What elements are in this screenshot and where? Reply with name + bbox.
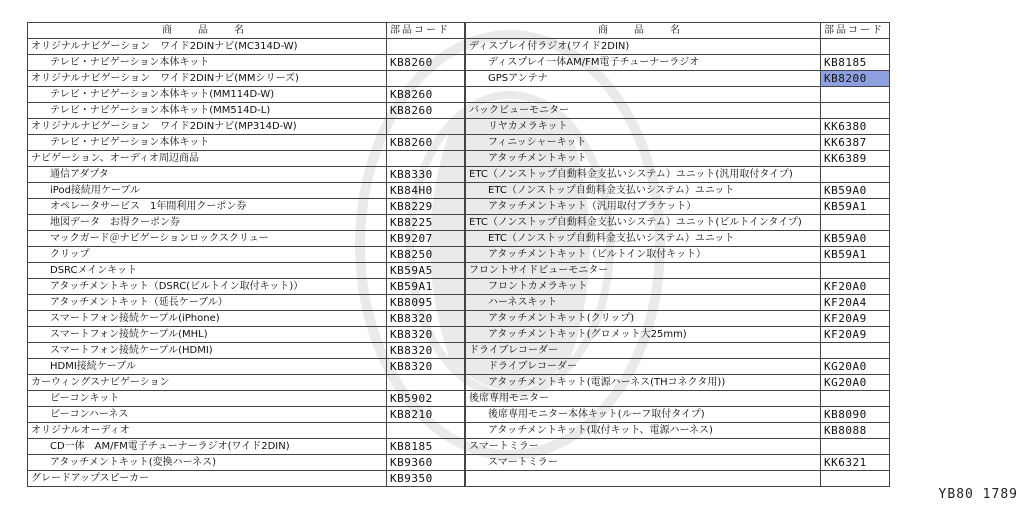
part-code-cell: KB59A0 bbox=[821, 231, 890, 247]
category-cell: ドライブレコーダー bbox=[466, 343, 821, 359]
table-row bbox=[28, 135, 465, 151]
part-name-cell: ディスプレイ一体AM/FM電子チューナーラジオ bbox=[466, 55, 821, 71]
part-name-cell: テレビ・ナビゲーション本体キット(MM114D-W) bbox=[28, 87, 387, 103]
category-cell: オリジナルナビゲーション ワイド2DINナビ(MC314D-W) bbox=[28, 39, 387, 55]
table-row bbox=[466, 215, 890, 231]
right-header-row bbox=[466, 23, 890, 39]
table-row bbox=[466, 439, 890, 455]
part-code-cell: KB59A1 bbox=[387, 279, 465, 295]
part-code-cell bbox=[821, 167, 890, 183]
part-name-cell: ETC（ノンストップ自動料金支払いシステム）ユニット bbox=[466, 231, 821, 247]
part-code-cell bbox=[821, 87, 890, 103]
table-row bbox=[466, 247, 890, 263]
part-name-cell: テレビ・ナビゲーション本体キット bbox=[28, 55, 387, 71]
part-code-cell: KK6321 bbox=[821, 455, 890, 471]
table-row bbox=[28, 359, 465, 375]
left-table-body bbox=[28, 39, 465, 487]
table-row bbox=[28, 343, 465, 359]
table-row bbox=[466, 279, 890, 295]
part-code-cell: KB9360 bbox=[387, 455, 465, 471]
part-code-cell: KB8260 bbox=[387, 135, 465, 151]
table-row bbox=[28, 263, 465, 279]
table-row bbox=[28, 423, 465, 439]
part-code-cell: KB8225 bbox=[387, 215, 465, 231]
part-name-cell: ドライブレコーダー bbox=[466, 359, 821, 375]
table-row bbox=[28, 231, 465, 247]
table-row bbox=[28, 311, 465, 327]
part-code-cell: KB84H0 bbox=[387, 183, 465, 199]
table-row bbox=[466, 471, 890, 487]
part-name-cell: スマートフォン接続ケーブル(HDMI) bbox=[28, 343, 387, 359]
table-row bbox=[28, 279, 465, 295]
category-cell: ETC（ノンストップ自動料金支払いシステム）ユニット(汎用取付タイプ) bbox=[466, 167, 821, 183]
part-code-cell: KB9350 bbox=[387, 471, 465, 487]
part-name-cell: ビーコンキット bbox=[28, 391, 387, 407]
part-code-cell: KF20A9 bbox=[821, 311, 890, 327]
part-name-cell: スマートフォン接続ケーブル(MHL) bbox=[28, 327, 387, 343]
category-cell: 後席専用モニター bbox=[466, 391, 821, 407]
table-row bbox=[466, 407, 890, 423]
part-name-cell: アタッチメントキット(変換ハーネス) bbox=[28, 455, 387, 471]
table-row bbox=[466, 87, 890, 103]
category-cell: オリジナルナビゲーション ワイド2DINナビ(MMシリーズ) bbox=[28, 71, 387, 87]
table-row bbox=[466, 71, 890, 87]
part-name-cell bbox=[466, 87, 821, 103]
table-row bbox=[28, 439, 465, 455]
part-code-cell: KF20A4 bbox=[821, 295, 890, 311]
part-code-cell bbox=[821, 263, 890, 279]
part-code-cell: KB9207 bbox=[387, 231, 465, 247]
table-row bbox=[466, 39, 890, 55]
part-code-cell: KG20A0 bbox=[821, 375, 890, 391]
part-code-cell: KB8260 bbox=[387, 103, 465, 119]
part-code-cell bbox=[821, 471, 890, 487]
document-reference-number: YB80 1789 bbox=[938, 487, 1018, 502]
part-name-cell: フロントカメラキット bbox=[466, 279, 821, 295]
right-table-body bbox=[466, 39, 890, 487]
part-code-cell: KB8088 bbox=[821, 423, 890, 439]
part-code-cell bbox=[821, 215, 890, 231]
part-name-cell: CD一体 AM/FM電子チューナーラジオ(ワイド2DIN) bbox=[28, 439, 387, 455]
table-row bbox=[466, 391, 890, 407]
table-row bbox=[28, 199, 465, 215]
part-code-cell bbox=[387, 151, 465, 167]
part-code-cell bbox=[821, 39, 890, 55]
part-code-cell: KB59A1 bbox=[821, 247, 890, 263]
part-name-cell: テレビ・ナビゲーション本体キット bbox=[28, 135, 387, 151]
part-name-cell: 後席専用モニター本体キット(ルーフ取付タイプ) bbox=[466, 407, 821, 423]
table-row bbox=[28, 247, 465, 263]
part-code-cell bbox=[387, 119, 465, 135]
left-header-row bbox=[28, 23, 465, 39]
part-code-cell bbox=[387, 375, 465, 391]
part-name-cell: クリップ bbox=[28, 247, 387, 263]
part-code-cell bbox=[821, 439, 890, 455]
part-name-cell bbox=[466, 471, 821, 487]
table-row bbox=[466, 167, 890, 183]
table-row bbox=[28, 295, 465, 311]
part-name-cell: アタッチメントキット(取付キット、電源ハーネス) bbox=[466, 423, 821, 439]
category-cell: ディスプレイ付ラジオ(ワイド2DIN) bbox=[466, 39, 821, 55]
table-row bbox=[28, 327, 465, 343]
table-row bbox=[28, 71, 465, 87]
part-code-cell: KB8260 bbox=[387, 55, 465, 71]
table-row bbox=[28, 471, 465, 487]
category-cell: カーウィングスナビゲーション bbox=[28, 375, 387, 391]
part-name-cell: 地図データ お得クーポン券 bbox=[28, 215, 387, 231]
part-name-cell: テレビ・ナビゲーション本体キット(MM514D-L) bbox=[28, 103, 387, 119]
table-row bbox=[28, 167, 465, 183]
part-code-cell: KB8260 bbox=[387, 87, 465, 103]
right-header-code: 部品コード bbox=[821, 23, 890, 39]
part-code-cell bbox=[821, 343, 890, 359]
part-name-cell: アタッチメントキット(クリップ) bbox=[466, 311, 821, 327]
part-name-cell: リヤカメラキット bbox=[466, 119, 821, 135]
part-code-cell: KK6389 bbox=[821, 151, 890, 167]
table-row bbox=[466, 199, 890, 215]
category-cell: ETC（ノンストップ自動料金支払いシステム）ユニット(ビルトインタイプ) bbox=[466, 215, 821, 231]
part-name-cell: アタッチメントキット（延長ケーブル） bbox=[28, 295, 387, 311]
category-cell: バックビューモニター bbox=[466, 103, 821, 119]
left-parts-table bbox=[27, 22, 465, 487]
part-code-cell: KB8320 bbox=[387, 311, 465, 327]
part-name-cell: アタッチメントキット（ビルトイン取付キット） bbox=[466, 247, 821, 263]
part-code-cell: KK6380 bbox=[821, 119, 890, 135]
part-name-cell: アタッチメントキット（汎用取付ブラケット） bbox=[466, 199, 821, 215]
table-row bbox=[28, 39, 465, 55]
table-row bbox=[28, 151, 465, 167]
part-code-cell: KB8185 bbox=[821, 55, 890, 71]
table-row bbox=[466, 327, 890, 343]
category-cell: グレードアップスピーカー bbox=[28, 471, 387, 487]
part-code-cell: KB8095 bbox=[387, 295, 465, 311]
part-name-cell: ハーネスキット bbox=[466, 295, 821, 311]
table-row bbox=[28, 183, 465, 199]
category-cell: オリジナルオーディオ bbox=[28, 423, 387, 439]
table-row bbox=[28, 103, 465, 119]
part-code-cell: KF20A0 bbox=[821, 279, 890, 295]
part-code-cell: KB8090 bbox=[821, 407, 890, 423]
table-row bbox=[28, 455, 465, 471]
table-row bbox=[466, 295, 890, 311]
part-name-cell: アタッチメントキット bbox=[466, 151, 821, 167]
table-row bbox=[466, 103, 890, 119]
part-code-cell: KB59A1 bbox=[821, 199, 890, 215]
part-code-cell: KB8330 bbox=[387, 167, 465, 183]
left-header-code: 部品コード bbox=[387, 23, 465, 39]
table-row bbox=[466, 423, 890, 439]
table-row bbox=[466, 135, 890, 151]
part-code-cell: KB8250 bbox=[387, 247, 465, 263]
part-code-cell: KB8320 bbox=[387, 343, 465, 359]
part-name-cell: GPSアンテナ bbox=[466, 71, 821, 87]
part-code-cell: KB8229 bbox=[387, 199, 465, 215]
table-row bbox=[466, 151, 890, 167]
category-cell: ナビゲーション、オーディオ周辺商品 bbox=[28, 151, 387, 167]
table-row bbox=[466, 119, 890, 135]
part-code-cell bbox=[821, 391, 890, 407]
table-row bbox=[28, 407, 465, 423]
table-row bbox=[28, 119, 465, 135]
part-name-cell: iPod接続用ケーブル bbox=[28, 183, 387, 199]
part-name-cell: アタッチメントキット(電源ハーネス(THコネクタ用)) bbox=[466, 375, 821, 391]
category-cell: オリジナルナビゲーション ワイド2DINナビ(MP314D-W) bbox=[28, 119, 387, 135]
table-row bbox=[28, 391, 465, 407]
part-code-cell: KB59A5 bbox=[387, 263, 465, 279]
part-code-cell: KB8210 bbox=[387, 407, 465, 423]
table-row bbox=[466, 343, 890, 359]
table-row bbox=[28, 55, 465, 71]
part-code-cell: KB8320 bbox=[387, 359, 465, 375]
part-code-cell bbox=[387, 71, 465, 87]
part-code-cell bbox=[387, 423, 465, 439]
part-name-cell: HDMI接続ケーブル bbox=[28, 359, 387, 375]
table-row bbox=[466, 375, 890, 391]
right-parts-table bbox=[465, 22, 890, 487]
part-name-cell: オペレータサービス 1年間利用クーポン券 bbox=[28, 199, 387, 215]
table-row bbox=[466, 311, 890, 327]
part-code-cell: KB8200 bbox=[821, 71, 890, 87]
part-code-cell: KK6387 bbox=[821, 135, 890, 151]
part-name-cell: フィニッシャーキット bbox=[466, 135, 821, 151]
part-name-cell: ビーコンハーネス bbox=[28, 407, 387, 423]
right-header-name: 商 品 名 bbox=[466, 23, 821, 39]
part-code-cell bbox=[821, 103, 890, 119]
table-row bbox=[28, 215, 465, 231]
table-row bbox=[466, 359, 890, 375]
part-code-cell: KG20A0 bbox=[821, 359, 890, 375]
part-name-cell: アタッチメントキット（DSRC(ビルトイン取付キット)） bbox=[28, 279, 387, 295]
part-code-cell: KB8320 bbox=[387, 327, 465, 343]
category-cell: スマートミラー bbox=[466, 439, 821, 455]
part-code-cell: KB59A0 bbox=[821, 183, 890, 199]
part-code-cell bbox=[387, 39, 465, 55]
part-name-cell: マックガード＠ナビゲーションロックスクリュー bbox=[28, 231, 387, 247]
part-name-cell: スマートミラー bbox=[466, 455, 821, 471]
left-header-name: 商 品 名 bbox=[28, 23, 387, 39]
table-row bbox=[466, 263, 890, 279]
part-name-cell: ETC（ノンストップ自動料金支払いシステム）ユニット bbox=[466, 183, 821, 199]
part-name-cell: DSRCメインキット bbox=[28, 263, 387, 279]
part-name-cell: スマートフォン接続ケーブル(iPhone) bbox=[28, 311, 387, 327]
table-row bbox=[466, 55, 890, 71]
part-code-cell: KB8185 bbox=[387, 439, 465, 455]
part-code-cell: KF20A9 bbox=[821, 327, 890, 343]
table-row bbox=[28, 87, 465, 103]
table-row bbox=[466, 183, 890, 199]
part-name-cell: アタッチメントキット(グロメット大25mm) bbox=[466, 327, 821, 343]
table-row bbox=[28, 375, 465, 391]
table-row bbox=[466, 455, 890, 471]
part-name-cell: 通信アダプタ bbox=[28, 167, 387, 183]
part-code-cell: KB5902 bbox=[387, 391, 465, 407]
category-cell: フロントサイドビューモニター bbox=[466, 263, 821, 279]
table-row bbox=[466, 231, 890, 247]
